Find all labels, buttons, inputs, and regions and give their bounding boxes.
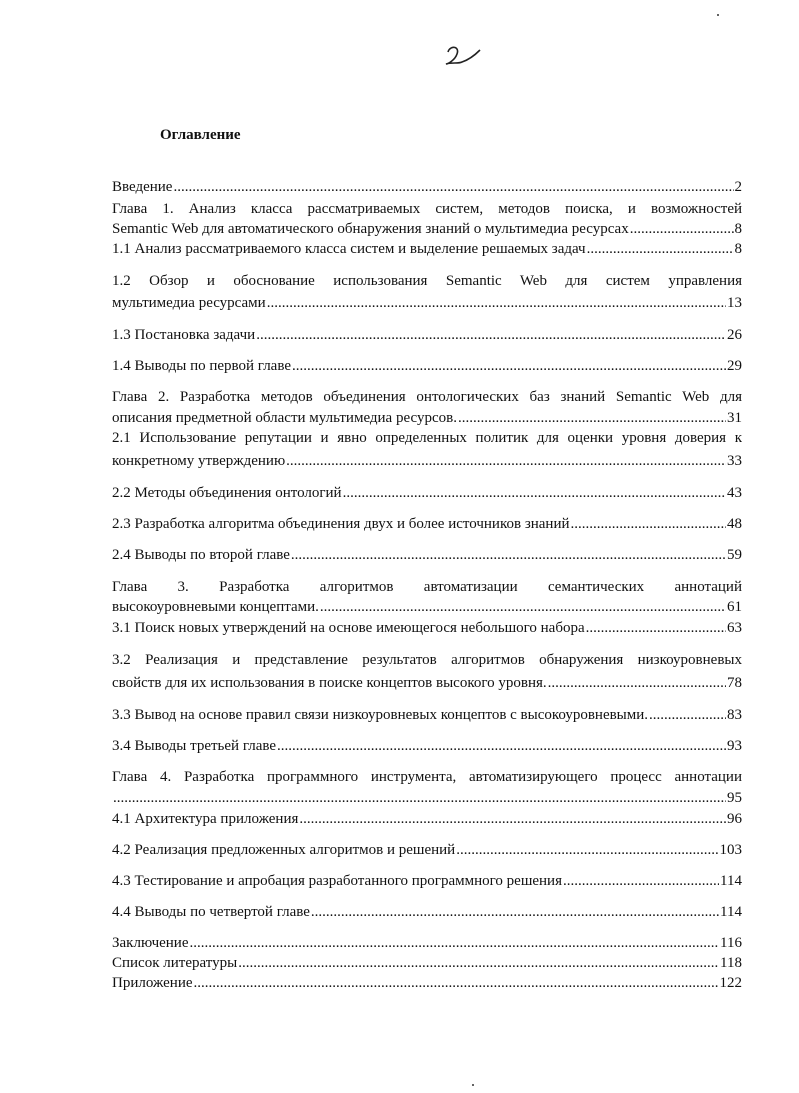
toc-entry-text: Глава 2. Разработка методов объединения онтологических баз знаний Semantic Web для bbox=[112, 389, 742, 405]
toc-page-number: 96 bbox=[727, 811, 742, 827]
toc-entry-line bbox=[112, 452, 742, 470]
dot-leader bbox=[630, 220, 734, 238]
toc-page-number: 103 bbox=[719, 842, 742, 858]
toc-entry-text: 1.3 Постановка задачи bbox=[112, 327, 256, 343]
toc-entry-text: описания предметной области мультимедиа ресурсов. bbox=[112, 410, 457, 426]
dot-leader bbox=[299, 810, 726, 828]
toc-entry-line bbox=[112, 706, 742, 724]
scan-speck bbox=[717, 14, 719, 16]
toc-page-number: 93 bbox=[727, 738, 742, 754]
toc-entry-text: высокоуровневыми концептами. bbox=[112, 599, 319, 615]
handwritten-page-number bbox=[440, 42, 490, 72]
dot-leader bbox=[267, 294, 726, 312]
dot-leader bbox=[194, 974, 719, 992]
toc-page-number: 26 bbox=[727, 327, 742, 343]
toc-entry-text: Глава 4. Разработка программного инструмента, автоматизирующего процесс аннотации bbox=[112, 769, 742, 785]
toc-entry-line bbox=[112, 872, 742, 890]
toc-entry-text: 1.1 Анализ рассматриваемого класса систем и выделение решаемых задач bbox=[112, 241, 586, 257]
toc-entry-text: 2.2 Методы объединения онтологий bbox=[112, 485, 342, 501]
toc-title: Оглавление bbox=[160, 127, 241, 143]
toc-entry-text: Глава 3. Разработка алгоритмов автоматизации семантических аннотаций bbox=[112, 579, 742, 595]
toc-entry-text: 2.4 Выводы по второй главе bbox=[112, 547, 290, 563]
dot-leader bbox=[173, 178, 733, 196]
toc-entry-line bbox=[112, 954, 742, 972]
toc-entry-text: 3.4 Выводы третьей главе bbox=[112, 738, 277, 754]
toc-page-number: 8 bbox=[734, 221, 742, 237]
toc-entry-line bbox=[112, 841, 742, 859]
toc-page-number: 114 bbox=[720, 904, 742, 920]
dot-leader bbox=[649, 706, 726, 724]
toc-entry-text: свойств для их использования в поиске концептов высокого уровня. bbox=[112, 675, 547, 691]
toc-entry-text: 1.2 Обзор и обоснование использования Semantic Web для систем управления bbox=[112, 273, 742, 289]
dot-leader bbox=[586, 619, 726, 637]
toc-entry-text: конкретному утверждению bbox=[112, 453, 286, 469]
toc-page-number: 2 bbox=[734, 179, 742, 195]
dot-leader bbox=[563, 872, 719, 890]
toc-entry-line bbox=[112, 737, 742, 755]
toc-entry-line bbox=[112, 546, 742, 564]
toc-entry-text: мультимедиа ресурсами bbox=[112, 295, 266, 311]
dot-leader bbox=[343, 484, 726, 502]
toc-entry-text: 3.1 Поиск новых утверждений на основе имеющегося небольшого набора bbox=[112, 620, 585, 636]
toc-entry-line bbox=[112, 934, 742, 952]
toc-entry-text: 1.4 Выводы по первой главе bbox=[112, 358, 291, 374]
dot-leader bbox=[320, 598, 726, 616]
toc-entry-line bbox=[112, 903, 742, 921]
toc-entry-line bbox=[112, 974, 742, 992]
dot-leader bbox=[113, 789, 726, 807]
toc-page-number: 8 bbox=[734, 241, 742, 257]
dot-leader bbox=[587, 240, 734, 258]
dot-leader bbox=[548, 674, 726, 692]
toc-entry-text: 4.2 Реализация предложенных алгоритмов и решений bbox=[112, 842, 456, 858]
toc-page-number: 61 bbox=[727, 599, 742, 615]
dot-leader bbox=[256, 326, 726, 344]
scan-speck bbox=[472, 1084, 474, 1086]
toc-entry-line bbox=[112, 294, 742, 312]
toc-entry-text: Приложение bbox=[112, 975, 193, 991]
toc-page-number: 95 bbox=[727, 790, 742, 806]
dot-leader bbox=[277, 737, 726, 755]
dot-leader bbox=[190, 934, 720, 952]
toc-entry-text: Заключение bbox=[112, 935, 189, 951]
toc-entry-text: 2.1 Использование репутации и явно определенных политик для оценки уровня доверия к bbox=[112, 430, 742, 446]
toc-entry-line bbox=[112, 515, 742, 533]
dot-leader bbox=[238, 954, 719, 972]
toc-page-number: 43 bbox=[727, 485, 742, 501]
toc-entry-text: 3.3 Вывод на основе правил связи низкоуровневых концептов с высокоуровневыми. bbox=[112, 707, 649, 723]
toc-page-number: 59 bbox=[727, 547, 742, 563]
toc-page-number: 114 bbox=[720, 873, 742, 889]
toc-page-number: 13 bbox=[727, 295, 742, 311]
toc-entry-text: Semantic Web для автоматического обнаружения знаний о мультимедиа ресурсах bbox=[112, 221, 629, 237]
toc-entry-line bbox=[112, 674, 742, 692]
dot-leader bbox=[291, 546, 726, 564]
toc-page-number: 31 bbox=[727, 410, 742, 426]
toc-page-number: 29 bbox=[727, 358, 742, 374]
toc-entry-line bbox=[112, 810, 742, 828]
toc-entry-text: 3.2 Реализация и представление результатов алгоритмов обнаружения низкоуровневых bbox=[112, 652, 742, 668]
toc-entry-line bbox=[112, 240, 742, 258]
toc-entry-line bbox=[112, 220, 742, 238]
toc-entry-line bbox=[112, 357, 742, 375]
toc-entry-line bbox=[112, 178, 742, 196]
dot-leader bbox=[292, 357, 726, 375]
toc-entry-line bbox=[112, 789, 742, 807]
toc-entry-line bbox=[112, 409, 742, 427]
dot-leader bbox=[458, 409, 726, 427]
toc-entry-text: Список литературы bbox=[112, 955, 238, 971]
toc-entry-line bbox=[112, 326, 742, 344]
dot-leader bbox=[456, 841, 718, 859]
toc-page-number: 122 bbox=[719, 975, 742, 991]
toc-entry-line bbox=[112, 619, 742, 637]
dot-leader bbox=[311, 903, 719, 921]
toc-entry-text: 4.4 Выводы по четвертой главе bbox=[112, 904, 310, 920]
toc-page-number: 78 bbox=[727, 675, 742, 691]
toc-entry-text: 2.3 Разработка алгоритма объединения двух и более источников знаний bbox=[112, 516, 570, 532]
toc-entry-text: Введение bbox=[112, 179, 173, 195]
toc-entry-text: Глава 1. Анализ класса рассматриваемых систем, методов поиска, и возможностей bbox=[112, 201, 742, 217]
toc-page-number: 63 bbox=[727, 620, 742, 636]
dot-leader bbox=[571, 515, 726, 533]
toc-entry-line bbox=[112, 484, 742, 502]
toc-entry-text: 4.3 Тестирование и апробация разработанного программного решения bbox=[112, 873, 562, 889]
toc-page-number: 118 bbox=[720, 955, 742, 971]
dot-leader bbox=[286, 452, 726, 470]
toc-page-number: 116 bbox=[720, 935, 742, 951]
toc-entry-line bbox=[112, 598, 742, 616]
toc-entry-text: 4.1 Архитектура приложения bbox=[112, 811, 299, 827]
toc-page-number: 48 bbox=[727, 516, 742, 532]
toc-page-number: 33 bbox=[727, 453, 742, 469]
toc-page-number: 83 bbox=[727, 707, 742, 723]
